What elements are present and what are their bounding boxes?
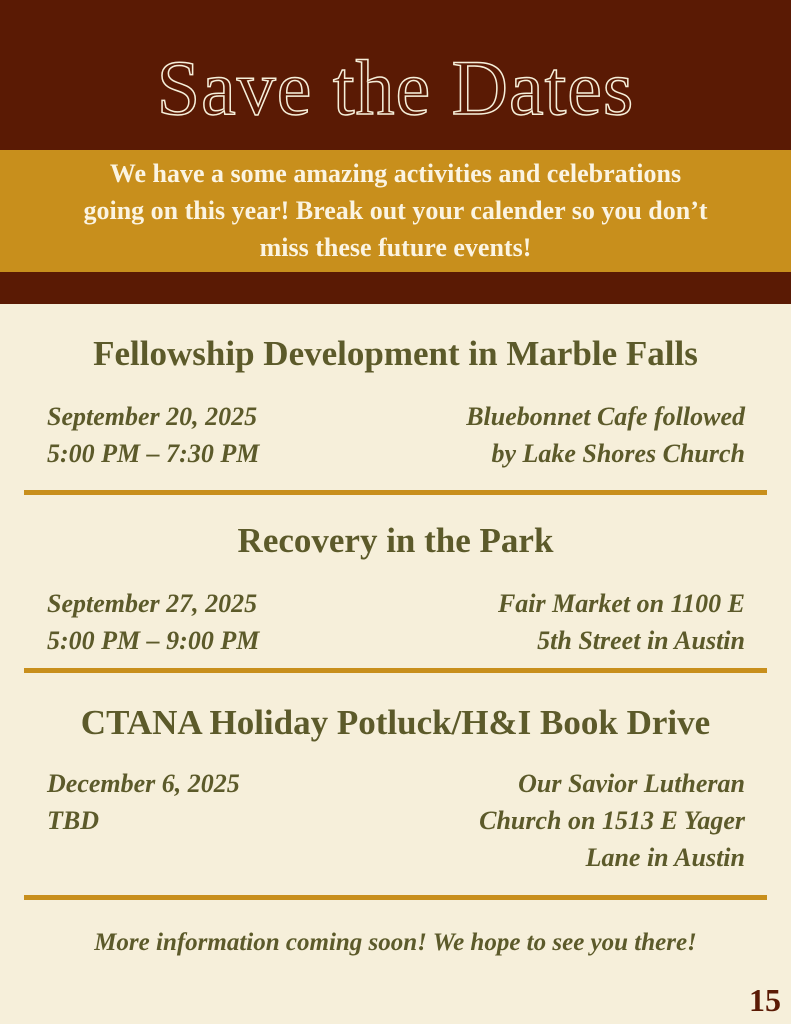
event-location [498,585,745,659]
event-date: December 6, 2025 [47,769,240,798]
event-location [466,398,745,472]
event-location-line: Our Savior Lutheran [518,769,745,798]
event-time: TBD [47,806,99,835]
event-location-line: 5th Street in Austin [537,626,745,655]
divider [24,895,767,900]
event-title: Fellowship Development in Marble Falls [93,334,698,373]
intro-line: We have a some amazing activities and celebrations [109,159,682,188]
footer-note: More information coming soon! We hope to see you there! [94,929,697,956]
event-datetime [47,398,259,472]
divider [24,490,767,495]
intro-text [40,155,751,266]
event-date: September 20, 2025 [47,402,258,431]
event-location-line: by Lake Shores Church [491,439,745,468]
intro-line: going on this year! Break out your calender so you don’t [83,196,708,225]
intro-line: miss these future events! [259,233,532,262]
divider [24,668,767,673]
event-time: 5:00 PM – 7:30 PM [47,439,260,468]
page-number: 15 [749,982,781,1018]
event-location-line: Church on 1513 E Yager [479,806,745,835]
event-date: September 27, 2025 [47,589,258,618]
event-location [479,765,745,876]
event-location-line: Bluebonnet Cafe followed [466,402,745,431]
event-location-line: Fair Market on 1100 E [497,589,745,618]
event-datetime [47,765,240,839]
event-title: Recovery in the Park [237,521,554,560]
event-title: CTANA Holiday Potluck/H&I Book Drive [80,703,711,742]
event-location-line: Lane in Austin [585,843,745,872]
page-title: Save the Dates [156,44,635,131]
event-datetime [47,585,259,659]
event-time: 5:00 PM – 9:00 PM [47,626,260,655]
